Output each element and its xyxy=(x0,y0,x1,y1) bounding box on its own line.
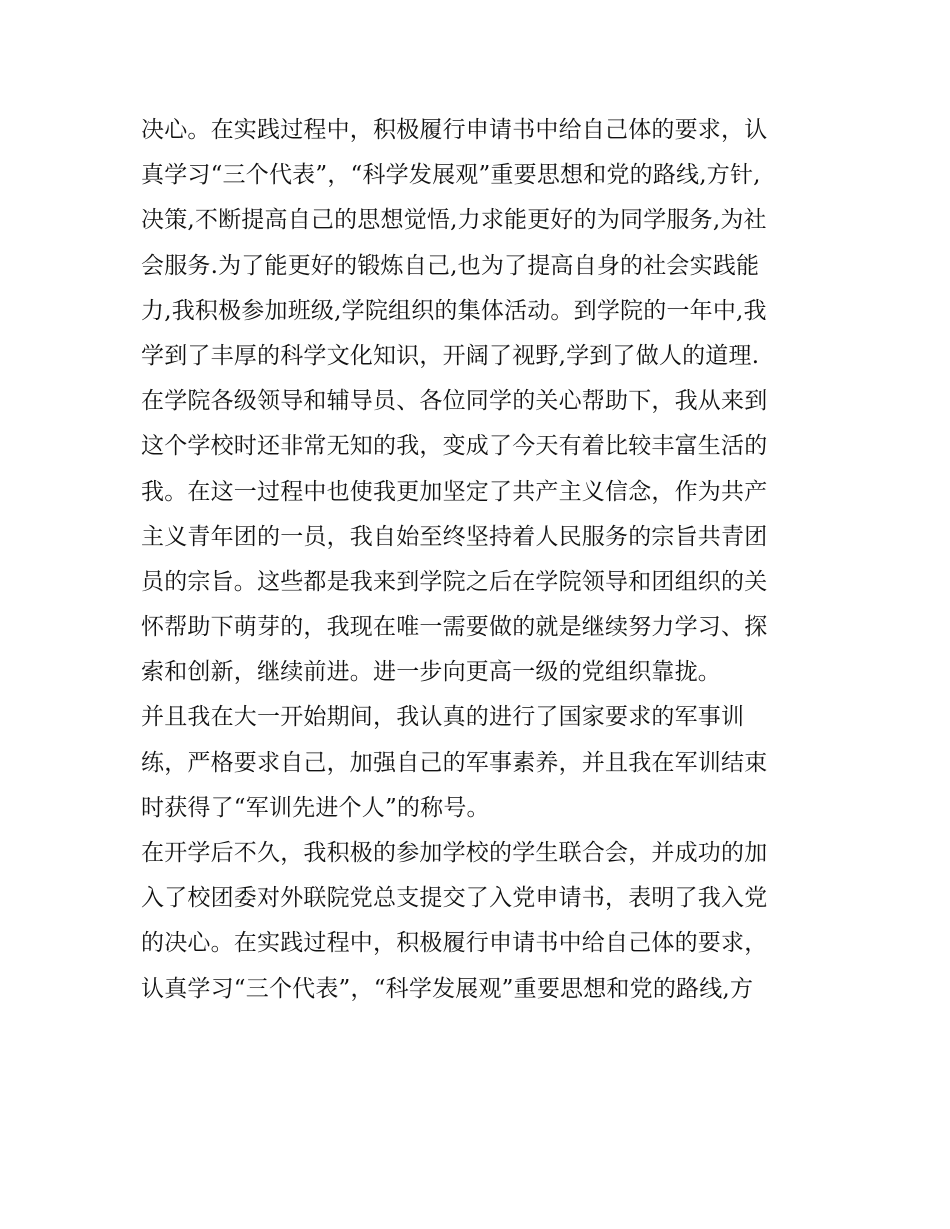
text-line: 这个学校时还非常无知的我，变成了今天有着比较丰富生活的 xyxy=(141,433,768,460)
text-line: 会服务.为了能更好的锻炼自己,也为了提高自身的社会实践能 xyxy=(141,252,760,279)
text-line: 时获得了“军训先进个人”的称号。 xyxy=(141,794,490,821)
text-line: 真学习“三个代表”，“科学发展观”重要思想和党的路线,方针, xyxy=(141,162,761,189)
text-line: 怀帮助下萌芽的，我现在唯一需要做的就是继续努力学习、探 xyxy=(141,614,768,641)
text-line: 在学院各级领导和辅导员、各位同学的关心帮助下，我从来到 xyxy=(141,388,768,415)
text-line: 并且我在大一开始期间，我认真的进行了国家要求的军事训 xyxy=(141,704,745,731)
text-line: 员的宗旨。这些都是我来到学院之后在学院领导和团组织的关 xyxy=(141,568,768,595)
text-line: 练，严格要求自己，加强自己的军事素养，并且我在军训结束 xyxy=(141,749,768,776)
text-line: 决心。在实践过程中，积极履行申请书中给自己体的要求，认 xyxy=(141,117,768,143)
text-line: 在开学后不久，我积极的参加学校的学生联合会，并成功的加 xyxy=(141,840,768,866)
text-line: 入了校团委对外联院党总支提交了入党申请书，表明了我入党 xyxy=(141,885,768,912)
text-line: 学到了丰厚的科学文化知识，开阔了视野,学到了做人的道理. xyxy=(141,342,760,369)
text-line: 主义青年团的一员，我自始至终坚持着人民服务的宗旨共青团 xyxy=(141,523,768,550)
text-line: 认真学习“三个代表”，“科学发展观”重要思想和党的路线,方 xyxy=(141,975,754,1002)
text-line: 我。在这一过程中也使我更加坚定了共产主义信念，作为共产 xyxy=(141,478,768,505)
text-line: 决策,不断提高自己的思想觉悟,力求能更好的为同学服务,为社 xyxy=(141,207,767,234)
text-line: 索和创新，继续前进。进一步向更高一级的党组织靠拢。 xyxy=(141,659,721,686)
text-line: 力,我积极参加班级,学院组织的集体活动。到学院的一年中,我 xyxy=(141,297,767,324)
document-body xyxy=(141,108,821,1012)
text-line: 的决心。在实践过程中，积极履行申请书中给自己体的要求， xyxy=(141,930,768,957)
